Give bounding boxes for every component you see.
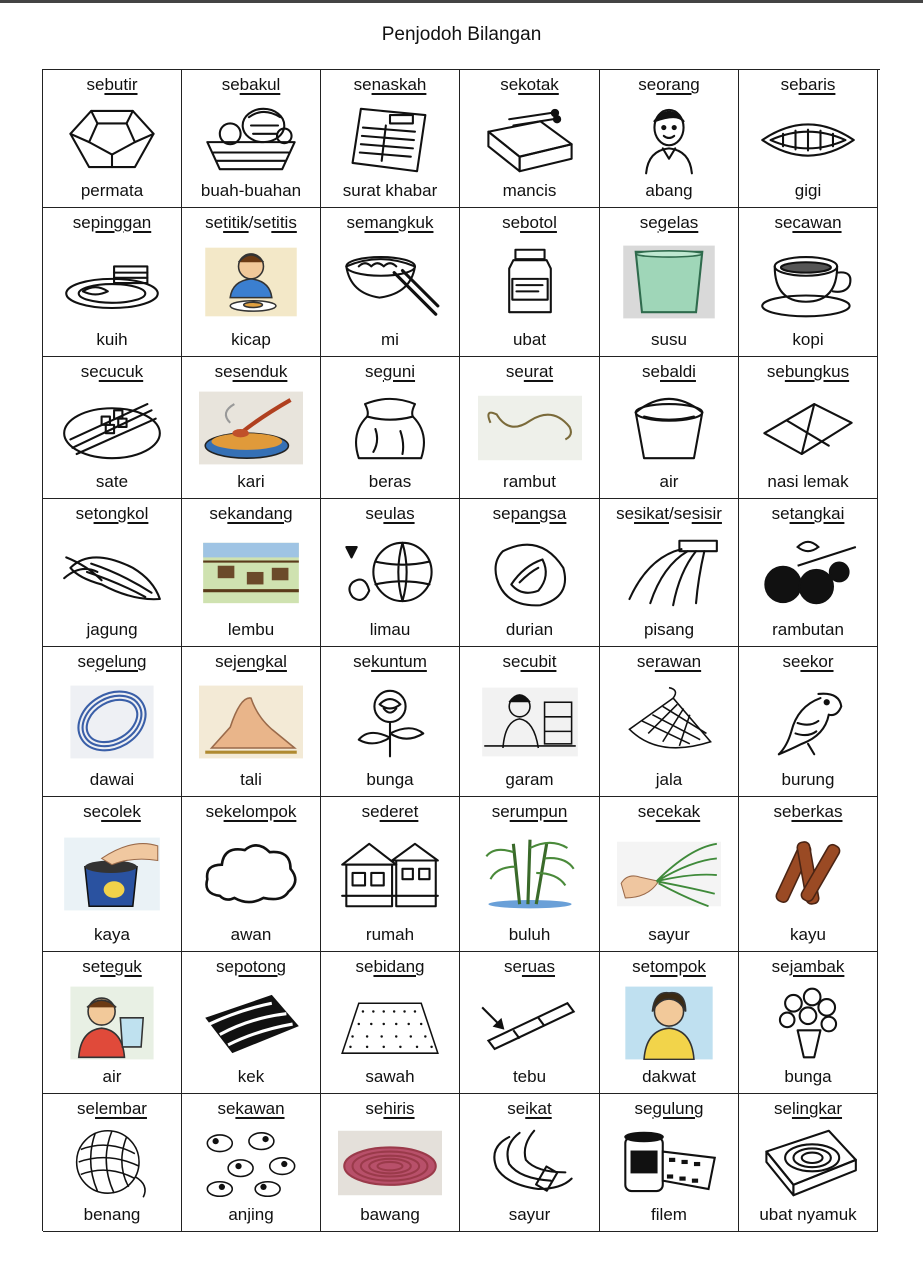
classifier-prefix: se xyxy=(361,802,380,821)
noun-label: tali xyxy=(240,770,262,789)
cell-senaskah xyxy=(321,70,460,208)
cell-seekor xyxy=(739,647,878,797)
net-icon xyxy=(617,685,721,759)
classifier-word xyxy=(739,75,877,95)
classifier-root: colek xyxy=(101,802,141,821)
woman-cooking-icon xyxy=(478,685,582,759)
cell-secolek xyxy=(43,797,182,952)
classifier-root: rawan xyxy=(654,652,702,671)
classifier-word xyxy=(43,802,181,822)
classifier-word xyxy=(182,75,320,95)
noun-label: jala xyxy=(655,770,683,789)
classifier-word xyxy=(182,504,320,524)
jam-jar-icon xyxy=(60,837,164,911)
classifier-prefix: se xyxy=(83,802,102,821)
classifier-root: kelompok xyxy=(223,802,297,821)
cell-sebaldi xyxy=(600,357,739,499)
cell-setompok xyxy=(600,952,739,1094)
noun-label: dakwat xyxy=(642,1067,696,1086)
noun-label: sayur xyxy=(508,1205,551,1224)
cell-sekelompok xyxy=(182,797,321,952)
noun-label: kicap xyxy=(231,330,271,349)
classifier-prefix: se xyxy=(353,75,372,94)
cell-sebungkus xyxy=(739,357,878,499)
classifier-word xyxy=(460,213,599,233)
film-roll-icon xyxy=(617,1126,721,1200)
classifier-word xyxy=(182,652,320,672)
classifier-word xyxy=(43,504,181,524)
classifier-root: sikat xyxy=(634,504,669,523)
noun-label: garam xyxy=(505,770,554,789)
classifier-prefix: se xyxy=(77,1099,95,1118)
cell-sesikat xyxy=(600,499,739,647)
classifier-prefix: se xyxy=(502,652,521,671)
classifier-prefix: se xyxy=(492,504,511,523)
noun-label: kopi xyxy=(792,330,824,349)
cake-slice-icon xyxy=(199,986,303,1060)
classifier-root: jengkal xyxy=(233,652,287,671)
classifier-root: ekor xyxy=(800,652,834,671)
cell-sebaris xyxy=(739,70,878,208)
classifier-word xyxy=(739,213,877,233)
classifier-root: urat xyxy=(523,362,554,381)
satay-icon xyxy=(60,391,164,465)
classifier-word xyxy=(321,504,459,524)
glass-icon xyxy=(617,245,721,319)
classifier-word xyxy=(460,652,599,672)
noun-label: lembu xyxy=(227,620,275,639)
cell-sejambak xyxy=(739,952,878,1094)
noun-label: bunga xyxy=(366,770,414,789)
classifier-word xyxy=(460,75,599,95)
classifier-word xyxy=(739,362,877,382)
classifier-prefix: se xyxy=(774,213,793,232)
cell-secawan xyxy=(739,208,878,357)
cell-segulung xyxy=(600,1094,739,1232)
classifier-root: tompok xyxy=(650,957,706,976)
medicine-bottle-icon xyxy=(478,245,582,319)
classifier-prefix: se xyxy=(773,802,792,821)
classifier-prefix: se xyxy=(355,957,374,976)
hand-span-icon xyxy=(199,685,303,759)
page-title: Penjodoh Bilangan xyxy=(381,24,542,45)
sugarcane-icon xyxy=(478,986,582,1060)
noun-label: buah-buahan xyxy=(200,181,302,200)
classifier-word xyxy=(739,652,877,672)
classifier-word xyxy=(739,957,877,977)
noun-label: pisang xyxy=(643,620,695,639)
vegetable-bunch-icon xyxy=(617,837,721,911)
classifier-prefix: se xyxy=(364,362,383,381)
classifier-prefix: se xyxy=(221,75,240,94)
classifier-word xyxy=(321,213,459,233)
mosquito-coil-icon xyxy=(756,1126,860,1200)
classifier-prefix: se xyxy=(632,957,651,976)
bucket-icon xyxy=(617,391,721,465)
noun-label: beras xyxy=(368,472,412,491)
classifier-word xyxy=(43,1099,181,1119)
classifier-word xyxy=(43,213,181,233)
noun-label: gigi xyxy=(794,181,822,200)
classifier-root: lembar xyxy=(95,1099,147,1118)
corn-icon xyxy=(60,536,164,610)
yarn-ball-icon xyxy=(60,1126,164,1200)
classifier-word xyxy=(321,652,459,672)
classifier-word xyxy=(600,362,738,382)
noun-label: rumah xyxy=(365,925,415,944)
classifier-root: botol xyxy=(520,213,557,232)
orange-segment-icon xyxy=(338,536,442,610)
cell-seurat xyxy=(460,357,600,499)
row-houses-icon xyxy=(338,837,442,911)
classifier-root: cawan xyxy=(792,213,842,232)
classifier-root: butir xyxy=(104,75,138,94)
noun-label: ubat nyamuk xyxy=(759,1205,857,1224)
noun-label: durian xyxy=(505,620,554,639)
vegetable-tied-icon xyxy=(478,1126,582,1200)
noun-label: kuih xyxy=(96,330,128,349)
classifier-root: ikat xyxy=(525,1099,552,1118)
classifier-prefix: se xyxy=(346,213,365,232)
noun-label: sate xyxy=(95,472,129,491)
cell-secekak xyxy=(600,797,739,952)
noun-label: air xyxy=(102,1067,122,1086)
classifier-root: gulung xyxy=(652,1099,704,1118)
cell-serawan xyxy=(600,647,739,797)
cell-secucuk xyxy=(43,357,182,499)
classifier-root: berkas xyxy=(791,802,843,821)
classifier-word xyxy=(321,957,459,977)
classifier-root: mangkuk xyxy=(364,213,434,232)
cell-selingkar xyxy=(739,1094,878,1232)
classifier-prefix: se xyxy=(205,802,224,821)
classifier-root: lingkar xyxy=(791,1099,843,1118)
noun-label: kek xyxy=(237,1067,265,1086)
cell-sesenduk xyxy=(182,357,321,499)
classifier-word xyxy=(460,957,599,977)
parrot-icon xyxy=(756,685,860,759)
cell-segelung xyxy=(43,647,182,797)
noun-label: tebu xyxy=(512,1067,547,1086)
noun-label: bunga xyxy=(784,1067,832,1086)
classifier-root: pangsa xyxy=(510,504,567,523)
rose-icon xyxy=(338,685,442,759)
classifier-root: cekak xyxy=(655,802,701,821)
classifier-prefix: se xyxy=(636,652,655,671)
classifier-prefix: se xyxy=(637,802,656,821)
classifier-prefix: se xyxy=(503,957,522,976)
noun-label: dawai xyxy=(89,770,135,789)
classifier-prefix: se xyxy=(502,213,521,232)
classifier-word xyxy=(460,1099,599,1119)
classifier-prefix: se xyxy=(771,957,790,976)
classifier-root: bidang xyxy=(373,957,425,976)
classifier-root: bakul xyxy=(239,75,281,94)
cell-seulas xyxy=(321,499,460,647)
cell-sejengkal xyxy=(182,647,321,797)
classifier-root: teguk xyxy=(100,957,142,976)
boy-eating-icon xyxy=(199,245,303,319)
classifier-root: jambak xyxy=(789,957,845,976)
noun-label: buluh xyxy=(508,925,551,944)
classifier-root: kandang xyxy=(227,504,293,523)
cell-sepotong xyxy=(182,952,321,1094)
classifier-word xyxy=(600,75,738,95)
classifier-root: bungkus xyxy=(784,362,850,381)
cell-secubit xyxy=(460,647,600,797)
noun-label: surat khabar xyxy=(342,181,438,200)
cell-sederet xyxy=(321,797,460,952)
noun-label: kari xyxy=(237,472,265,491)
firewood-icon xyxy=(756,837,860,911)
classifier-word xyxy=(600,957,738,977)
classifier-prefix: se xyxy=(782,652,801,671)
noun-label: rambut xyxy=(503,472,556,491)
classifier-word xyxy=(460,802,599,822)
noun-label: benang xyxy=(83,1205,141,1224)
noun-label: awan xyxy=(230,925,272,944)
classifier-prefix: se xyxy=(77,652,96,671)
cloud-icon xyxy=(199,837,303,911)
noun-label: abang xyxy=(645,181,693,200)
bamboo-icon xyxy=(478,837,582,911)
classifier-root: tongkol xyxy=(93,504,149,523)
classifier-prefix: se xyxy=(80,362,99,381)
onion-slice-icon xyxy=(338,1126,442,1200)
bouquet-icon xyxy=(756,986,860,1060)
classifier-prefix: se xyxy=(216,957,234,976)
noun-label: limau xyxy=(369,620,411,639)
classifier-prefix: se xyxy=(215,652,234,671)
newspaper-icon xyxy=(338,102,442,176)
cell-sepangsa xyxy=(460,499,600,647)
classifier-root: titis xyxy=(271,213,297,232)
noun-label: air xyxy=(659,472,679,491)
classifier-root: baris xyxy=(798,75,836,94)
classifier-prefix: se xyxy=(353,652,372,671)
cell-setongkol xyxy=(43,499,182,647)
classifier-word xyxy=(460,362,599,382)
classifier-prefix: se xyxy=(773,1099,792,1118)
cattle-pen-icon xyxy=(199,536,303,610)
noun-label: filem xyxy=(651,1205,687,1224)
classifier-prefix: se xyxy=(253,213,272,232)
classifier-prefix: se xyxy=(771,504,790,523)
classifier-word xyxy=(182,802,320,822)
cell-sekotak xyxy=(460,70,600,208)
classifier-prefix: se xyxy=(616,504,635,523)
classifier-root: naskah xyxy=(371,75,427,94)
classifier-prefix: se xyxy=(639,213,658,232)
classifier-word xyxy=(600,213,738,233)
noun-label: permata xyxy=(80,181,144,200)
noun-label: susu xyxy=(651,330,687,349)
classifier-prefix: se xyxy=(780,75,799,94)
classifier-prefix: se xyxy=(82,957,101,976)
cell-sebidang xyxy=(321,952,460,1094)
classifier-prefix: se xyxy=(766,362,785,381)
classifier-root: kawan xyxy=(235,1099,285,1118)
classifier-prefix: se xyxy=(365,1099,384,1118)
classifier-root: sisir xyxy=(691,504,722,523)
durian-icon xyxy=(478,536,582,610)
classifier-root: rumpun xyxy=(509,802,568,821)
classifier-prefix: se xyxy=(72,213,91,232)
noun-label: jagung xyxy=(86,620,138,639)
cell-seteguk xyxy=(43,952,182,1094)
classifier-word xyxy=(321,1099,459,1119)
classifier-root: hiris xyxy=(383,1099,415,1118)
classifier-root: potong xyxy=(233,957,286,976)
classifier-word xyxy=(739,802,877,822)
noun-label: mancis xyxy=(502,181,557,200)
classifier-root: cubit xyxy=(520,652,557,671)
classifier-word xyxy=(43,957,181,977)
classifier-prefix: se xyxy=(205,213,224,232)
gem-icon xyxy=(60,102,164,176)
classifier-prefix: se xyxy=(86,75,105,94)
classifier-prefix: se xyxy=(209,504,228,523)
cell-seruas xyxy=(460,952,600,1094)
classifier-word xyxy=(600,1099,738,1119)
rambutan-icon xyxy=(756,536,860,610)
paddy-field-icon xyxy=(338,986,442,1060)
classifier-root: gelas xyxy=(657,213,699,232)
noun-label: nasi lemak xyxy=(767,472,849,491)
noun-label: kaya xyxy=(94,925,130,944)
classifier-word xyxy=(739,1099,877,1119)
cell-sekandang xyxy=(182,499,321,647)
noun-label: burung xyxy=(781,770,835,789)
hair-strand-icon xyxy=(478,391,582,465)
classifier-root: orang xyxy=(656,75,700,94)
noun-label: anjing xyxy=(228,1205,274,1224)
classifier-prefix: se xyxy=(638,75,657,94)
teeth-icon xyxy=(756,102,860,176)
classifier-word xyxy=(321,802,459,822)
classifier-word xyxy=(182,213,320,233)
cell-seorang xyxy=(600,70,739,208)
cell-seikat xyxy=(460,1094,600,1232)
classifier-prefix: se xyxy=(217,1099,236,1118)
cake-plate-icon xyxy=(60,245,164,319)
classifier-root: tangkai xyxy=(789,504,845,523)
classifier-root: baldi xyxy=(660,362,696,381)
classifier-word xyxy=(43,362,181,382)
matchbox-icon xyxy=(478,102,582,176)
cell-sebutir xyxy=(43,70,182,208)
rice-sack-icon xyxy=(338,391,442,465)
food-wrap-icon xyxy=(756,391,860,465)
classifier-word xyxy=(739,504,877,524)
classifier-word xyxy=(321,75,459,95)
classifier-prefix: se xyxy=(491,802,510,821)
classifier-word xyxy=(600,652,738,672)
classifier-word xyxy=(182,957,320,977)
classifier-prefix: se xyxy=(642,362,661,381)
classifier-prefix: se xyxy=(634,1099,653,1118)
top-border-line xyxy=(0,0,923,3)
classifier-word xyxy=(182,362,320,382)
classifier-root: guni xyxy=(382,362,416,381)
girl-ink-icon xyxy=(617,986,721,1060)
classifier-prefix: se xyxy=(365,504,384,523)
boy-drinking-icon xyxy=(60,986,164,1060)
noun-label: rambutan xyxy=(772,620,844,639)
boy-icon xyxy=(617,102,721,176)
cell-setangkai xyxy=(739,499,878,647)
classifier-prefix: se xyxy=(75,504,94,523)
cell-sepinggan xyxy=(43,208,182,357)
classifier-word xyxy=(182,1099,320,1119)
noun-label: mi xyxy=(381,330,399,349)
noun-label: kayu xyxy=(790,925,826,944)
classifier-root: deret xyxy=(379,802,419,821)
classifier-prefix: se xyxy=(214,362,233,381)
classifier-root: pinggan xyxy=(90,213,152,232)
cell-selembar xyxy=(43,1094,182,1232)
classifier-word xyxy=(43,652,181,672)
classifier-root: ruas xyxy=(521,957,556,976)
cell-segelas xyxy=(600,208,739,357)
classifier-root: kotak xyxy=(518,75,559,94)
cell-seguni xyxy=(321,357,460,499)
classifier-root: kuntum xyxy=(371,652,427,671)
classifier-prefix: se xyxy=(507,1099,526,1118)
classifier-grid xyxy=(42,69,880,1231)
cell-sekawan xyxy=(182,1094,321,1232)
classifier-root: gelung xyxy=(95,652,147,671)
cell-serumpun xyxy=(460,797,600,952)
cell-sehiris xyxy=(321,1094,460,1232)
classifier-prefix: se xyxy=(673,504,692,523)
classifier-root: titik xyxy=(223,213,249,232)
cell-sebakul xyxy=(182,70,321,208)
wire-coil-icon xyxy=(60,685,164,759)
classifier-prefix: se xyxy=(505,362,524,381)
classifier-prefix: se xyxy=(500,75,519,94)
classifier-separator: / xyxy=(669,504,674,523)
classifier-word xyxy=(460,504,599,524)
coffee-cup-icon xyxy=(756,245,860,319)
cell-setitik xyxy=(182,208,321,357)
dogs-icon xyxy=(199,1126,303,1200)
classifier-root: ulas xyxy=(383,504,415,523)
cell-semangkuk xyxy=(321,208,460,357)
noodle-bowl-icon xyxy=(338,245,442,319)
ladle-pot-icon xyxy=(199,391,303,465)
banana-icon xyxy=(617,536,721,610)
classifier-word xyxy=(43,75,181,95)
classifier-separator: / xyxy=(248,213,254,232)
cell-seberkas xyxy=(739,797,878,952)
classifier-word xyxy=(600,504,738,524)
classifier-root: cucuk xyxy=(98,362,144,381)
classifier-root: senduk xyxy=(232,362,288,381)
noun-label: sayur xyxy=(648,925,690,944)
cell-sekuntum xyxy=(321,647,460,797)
noun-label: bawang xyxy=(360,1205,420,1224)
classifier-word xyxy=(321,362,459,382)
fruit-basket-icon xyxy=(199,102,303,176)
cell-sebotol xyxy=(460,208,600,357)
classifier-word xyxy=(600,802,738,822)
noun-label: sawah xyxy=(365,1067,415,1086)
noun-label: ubat xyxy=(512,330,547,349)
